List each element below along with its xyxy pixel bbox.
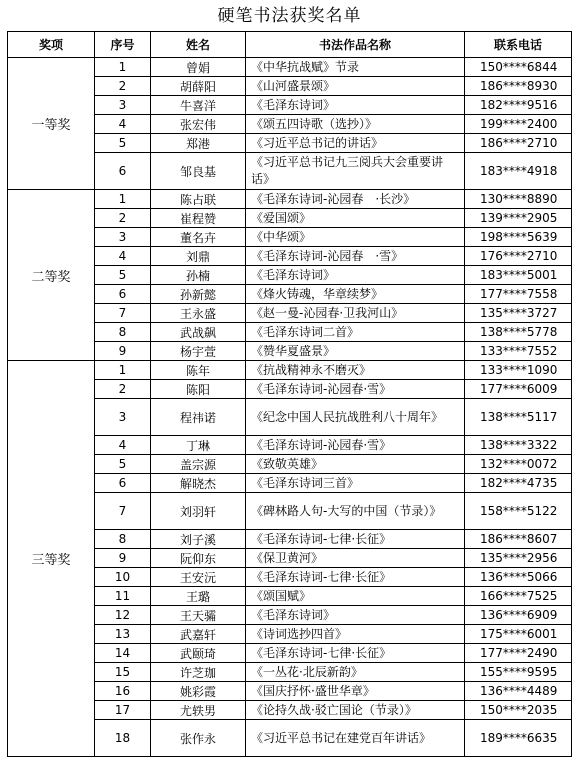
phone-cell: 158****5122 xyxy=(465,493,572,530)
seq-cell: 11 xyxy=(95,587,151,606)
work-title-cell: 《碑林路人句-大写的中国（节录）》 xyxy=(246,493,465,530)
header-award: 奖项 xyxy=(8,32,95,58)
work-title-cell: 《毛泽东诗词二首》 xyxy=(246,323,465,342)
work-title-cell: 《毛泽东诗词-沁园春·雪》 xyxy=(246,380,465,399)
work-title-cell: 《颂五四诗歌（选抄）》 xyxy=(246,115,465,134)
work-title-cell: 《毛泽东诗词》 xyxy=(246,266,465,285)
phone-cell: 175****6001 xyxy=(465,625,572,644)
name-cell: 武嘉轩 xyxy=(151,625,246,644)
phone-cell: 136****6909 xyxy=(465,606,572,625)
seq-cell: 14 xyxy=(95,644,151,663)
name-cell: 陈占联 xyxy=(151,190,246,209)
name-cell: 杨宇萱 xyxy=(151,342,246,361)
seq-cell: 5 xyxy=(95,134,151,153)
phone-cell: 198****5639 xyxy=(465,228,572,247)
work-title-cell: 《毛泽东诗词-沁园春 ·雪》 xyxy=(246,247,465,266)
seq-cell: 1 xyxy=(95,190,151,209)
name-cell: 董名卉 xyxy=(151,228,246,247)
work-title-cell: 《赵一曼-沁园春·卫我河山》 xyxy=(246,304,465,323)
phone-cell: 183****4918 xyxy=(465,153,572,190)
seq-cell: 2 xyxy=(95,77,151,96)
work-title-cell: 《毛泽东诗词-沁园春 ·长沙》 xyxy=(246,190,465,209)
work-title-cell: 《纪念中国人民抗战胜利八十周年》 xyxy=(246,399,465,436)
seq-cell: 15 xyxy=(95,663,151,682)
header-row xyxy=(8,32,572,58)
work-title-cell: 《一丛花·北辰新韵》 xyxy=(246,663,465,682)
name-cell: 牛喜洋 xyxy=(151,96,246,115)
document-title: 硬笔书法获奖名单 xyxy=(217,6,362,26)
phone-cell: 150****6844 xyxy=(465,58,572,77)
seq-cell: 3 xyxy=(95,228,151,247)
name-cell: 王璐 xyxy=(151,587,246,606)
name-cell: 王永盛 xyxy=(151,304,246,323)
work-title-cell: 《毛泽东诗词-七律·长征》 xyxy=(246,530,465,549)
phone-cell: 135****2956 xyxy=(465,549,572,568)
name-cell: 武战飙 xyxy=(151,323,246,342)
phone-cell: 186****2710 xyxy=(465,134,572,153)
phone-cell: 166****7525 xyxy=(465,587,572,606)
work-title-cell: 《毛泽东诗词-七律·长征》 xyxy=(246,568,465,587)
seq-cell: 2 xyxy=(95,209,151,228)
name-cell: 程祎诺 xyxy=(151,399,246,436)
phone-cell: 189****6635 xyxy=(465,720,572,757)
phone-cell: 182****9516 xyxy=(465,96,572,115)
work-title-cell: 《毛泽东诗词-沁园春·雪》 xyxy=(246,436,465,455)
name-cell: 陈阳 xyxy=(151,380,246,399)
seq-cell: 8 xyxy=(95,530,151,549)
name-cell: 张作永 xyxy=(151,720,246,757)
name-cell: 盖宗源 xyxy=(151,455,246,474)
phone-cell: 177****2490 xyxy=(465,644,572,663)
seq-cell: 8 xyxy=(95,323,151,342)
name-cell: 刘子溪 xyxy=(151,530,246,549)
phone-cell: 150****2035 xyxy=(465,701,572,720)
work-title-cell: 《赞华夏盛景》 xyxy=(246,342,465,361)
phone-cell: 135****3727 xyxy=(465,304,572,323)
name-cell: 阮仰东 xyxy=(151,549,246,568)
seq-cell: 7 xyxy=(95,304,151,323)
phone-cell: 182****4735 xyxy=(465,474,572,493)
seq-cell: 6 xyxy=(95,285,151,304)
work-title-cell: 《毛泽东诗词三首》 xyxy=(246,474,465,493)
seq-cell: 13 xyxy=(95,625,151,644)
phone-cell: 199****2400 xyxy=(465,115,572,134)
seq-cell: 4 xyxy=(95,436,151,455)
name-cell: 邹良基 xyxy=(151,153,246,190)
phone-cell: 132****0072 xyxy=(465,455,572,474)
work-title-cell: 《爱国颂》 xyxy=(246,209,465,228)
name-cell: 胡薛阳 xyxy=(151,77,246,96)
work-title-cell: 《保卫黄河》 xyxy=(246,549,465,568)
seq-cell: 4 xyxy=(95,247,151,266)
phone-cell: 133****7552 xyxy=(465,342,572,361)
work-title-cell: 《诗词选抄四首》 xyxy=(246,625,465,644)
seq-cell: 5 xyxy=(95,266,151,285)
seq-cell: 3 xyxy=(95,399,151,436)
seq-cell: 7 xyxy=(95,493,151,530)
phone-cell: 138****3322 xyxy=(465,436,572,455)
name-cell: 孙新懿 xyxy=(151,285,246,304)
seq-cell: 9 xyxy=(95,549,151,568)
work-title-cell: 《国庆抒怀·盛世华章》 xyxy=(246,682,465,701)
seq-cell: 10 xyxy=(95,568,151,587)
name-cell: 武颐琦 xyxy=(151,644,246,663)
table-body xyxy=(8,58,572,757)
name-cell: 崔程赞 xyxy=(151,209,246,228)
work-title-cell: 《毛泽东诗词》 xyxy=(246,96,465,115)
award-level-cell: 三等奖 xyxy=(8,361,95,757)
work-title-cell: 《论持久战·驳亡国论（节录）》 xyxy=(246,701,465,720)
seq-cell: 1 xyxy=(95,361,151,380)
header-name: 姓名 xyxy=(151,32,246,58)
seq-cell: 18 xyxy=(95,720,151,757)
name-cell: 刘羽轩 xyxy=(151,493,246,530)
table-row xyxy=(8,190,572,209)
work-title-cell: 《习近平总书记在建党百年讲话》 xyxy=(246,720,465,757)
table-row xyxy=(8,58,572,77)
seq-cell: 16 xyxy=(95,682,151,701)
seq-cell: 2 xyxy=(95,380,151,399)
phone-cell: 183****5001 xyxy=(465,266,572,285)
phone-cell: 130****8890 xyxy=(465,190,572,209)
seq-cell: 1 xyxy=(95,58,151,77)
name-cell: 张宏伟 xyxy=(151,115,246,134)
work-title-cell: 《烽火铸魂，华章续梦》 xyxy=(246,285,465,304)
phone-cell: 133****1090 xyxy=(465,361,572,380)
header-work: 书法作品名称 xyxy=(246,32,465,58)
phone-cell: 177****7558 xyxy=(465,285,572,304)
name-cell: 王天骦 xyxy=(151,606,246,625)
seq-cell: 3 xyxy=(95,96,151,115)
phone-cell: 136****5066 xyxy=(465,568,572,587)
table-row xyxy=(8,361,572,380)
seq-cell: 6 xyxy=(95,153,151,190)
work-title-cell: 《习近平总书记九三阅兵大会重要讲话》 xyxy=(246,153,465,190)
award-table xyxy=(7,31,572,757)
work-title-cell: 《中华抗战赋》节录 xyxy=(246,58,465,77)
name-cell: 王安沅 xyxy=(151,568,246,587)
name-cell: 解晓杰 xyxy=(151,474,246,493)
phone-cell: 138****5117 xyxy=(465,399,572,436)
work-title-cell: 《致敬英雄》 xyxy=(246,455,465,474)
work-title-cell: 《颂国赋》 xyxy=(246,587,465,606)
phone-cell: 138****5778 xyxy=(465,323,572,342)
phone-cell: 139****2905 xyxy=(465,209,572,228)
seq-cell: 4 xyxy=(95,115,151,134)
name-cell: 郑港 xyxy=(151,134,246,153)
seq-cell: 17 xyxy=(95,701,151,720)
phone-cell: 177****6009 xyxy=(465,380,572,399)
header-seq: 序号 xyxy=(95,32,151,58)
work-title-cell: 《毛泽东诗词-七律·长征》 xyxy=(246,644,465,663)
name-cell: 尤轶男 xyxy=(151,701,246,720)
phone-cell: 155****9595 xyxy=(465,663,572,682)
name-cell: 孙楠 xyxy=(151,266,246,285)
work-title-cell: 《山河盛景颂》 xyxy=(246,77,465,96)
seq-cell: 9 xyxy=(95,342,151,361)
name-cell: 刘鼎 xyxy=(151,247,246,266)
phone-cell: 186****8930 xyxy=(465,77,572,96)
work-title-cell: 《抗战精神永不磨灭》 xyxy=(246,361,465,380)
name-cell: 姚彩霞 xyxy=(151,682,246,701)
seq-cell: 5 xyxy=(95,455,151,474)
name-cell: 许芝珈 xyxy=(151,663,246,682)
phone-cell: 136****4489 xyxy=(465,682,572,701)
award-level-cell: 一等奖 xyxy=(8,58,95,190)
work-title-cell: 《习近平总书记的讲话》 xyxy=(246,134,465,153)
name-cell: 丁琳 xyxy=(151,436,246,455)
seq-cell: 12 xyxy=(95,606,151,625)
work-title-cell: 《中华颂》 xyxy=(246,228,465,247)
name-cell: 陈年 xyxy=(151,361,246,380)
award-level-cell: 二等奖 xyxy=(8,190,95,361)
work-title-cell: 《毛泽东诗词》 xyxy=(246,606,465,625)
name-cell: 曾娟 xyxy=(151,58,246,77)
seq-cell: 6 xyxy=(95,474,151,493)
phone-cell: 176****2710 xyxy=(465,247,572,266)
phone-cell: 186****8607 xyxy=(465,530,572,549)
header-contact: 联系电话 xyxy=(465,32,572,58)
